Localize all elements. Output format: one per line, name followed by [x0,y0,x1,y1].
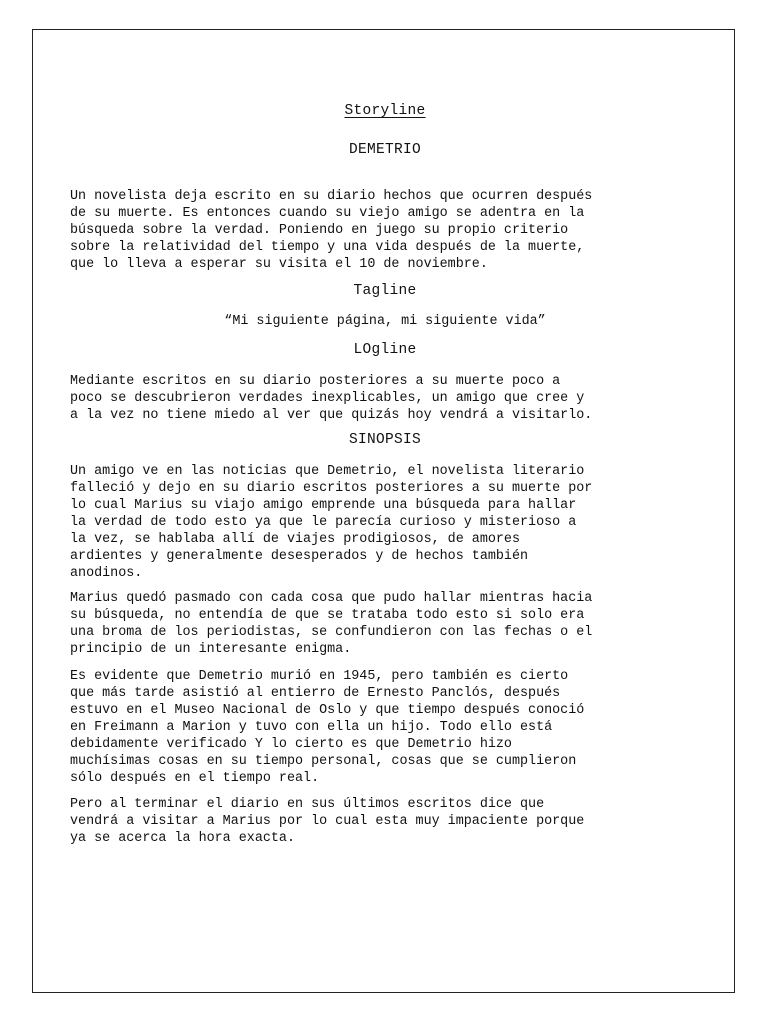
sinopsis-paragraph-4: Pero al terminar el diario en sus últimos escritos dice que vendrá a visitar a Marius por lo cual esta muy impaciente porque ya se acerca la hora exacta. [70,797,585,846]
tagline-heading: Tagline [353,283,417,299]
document-title: DEMETRIO [348,142,421,158]
sinopsis-heading: SINOPSIS [348,432,421,448]
tagline-text: “Mi siguiente página, mi siguiente vida” [224,314,546,329]
sinopsis-paragraph-2: Marius quedó pasmado con cada cosa que pudo hallar mientras hacia su búsqueda, no entendía de que se trataba todo esto si solo era una broma de los periodistas, se confundieron con las fechas o el principio de un interesante enigma. [70,591,593,657]
storyline-paragraph: Un novelista deja escrito en su diario hechos que ocurren después de su muerte. Es entonces cuando su viejo amigo se adentra en la búsqueda sobre la verdad. Poniendo en juego su propio criterio sobre la relatividad del tiempo y una vida después de la muerte, que lo lleva a esperar su visita el 10 de noviembre. [70,189,593,272]
storyline-heading: Storyline [344,103,426,119]
logline-heading: LOgline [353,342,417,358]
logline-paragraph: Mediante escritos en su diario posteriores a su muerte poco a poco se descubrieron verdades inexplicables, un amigo que cree y a la vez no tiene miedo al ver que quizás hoy vendrá a visitarlo. [70,374,593,423]
sinopsis-paragraph-1: Un amigo ve en las noticias que Demetrio, el novelista literario falleció y dejo en su diario escritos posteriores a su muerte por lo cual Marius su viajo amigo emprende una búsqueda para hallar la verdad de todo esto ya que le parecía curioso y misterioso a la vez, se hablaba allí de viajes prodigiosos, de amores ardientes y generalmente desesperados y de hechos también anodinos. [70,464,593,581]
sinopsis-paragraph-3: Es evidente que Demetrio murió en 1945, pero también es cierto que más tarde asistió al entierro de Ernesto Panclós, después estuvo en el Museo Nacional de Oslo y que tiempo después conoció en Freimann a Marion y tuvo con ella un hijo. Todo ello está debidamente verificado Y lo cierto es que Demetrio hizo muchísimas cosas en su tiempo personal, cosas que se cumplieron sólo después en el tiempo real. [70,669,585,786]
